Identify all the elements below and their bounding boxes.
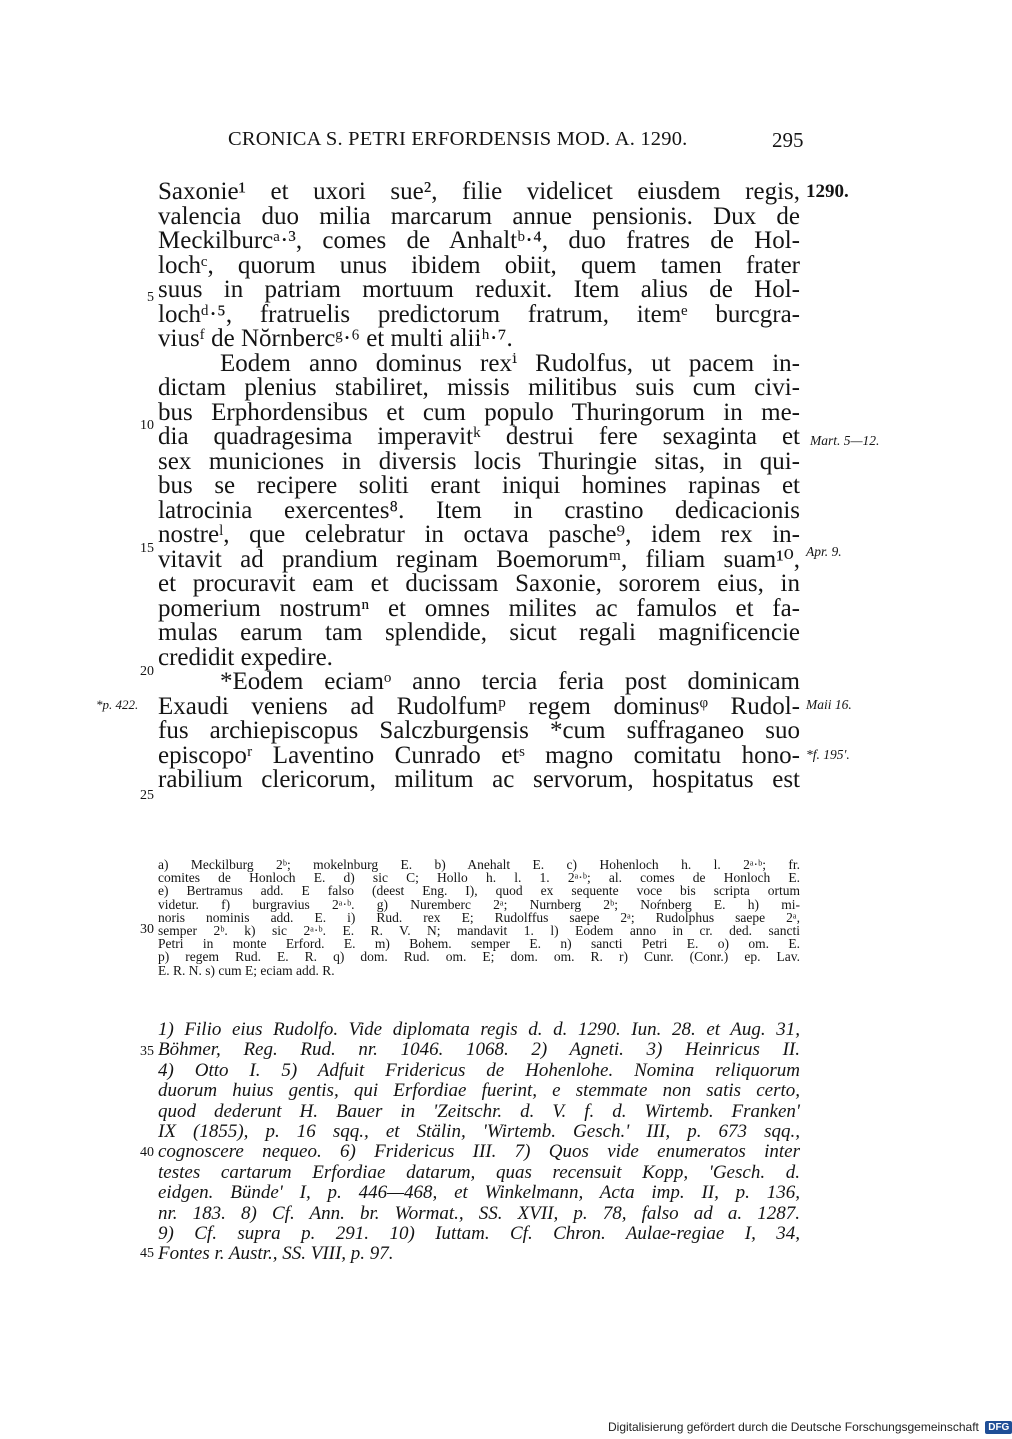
note-line: 9) Cf. supra p. 291. 10) Iuttam. Cf. Chron. Aulae-regiae I, 34, <box>158 1222 800 1244</box>
apparatus-line: p) regem Rud. E. R. q) dom. Rud. om. E; dom. om. R. r) Cunr. (Conr.) ep. Lav. <box>158 949 800 965</box>
apparatus-line: comites de Honloch E. d) sic C; Hollo h. l. 1. 2ᵃ·ᵇ; al. comes de Honloch E. <box>158 870 800 886</box>
line-number: 10 <box>140 418 154 433</box>
apparatus-line: a) Meckilburg 2ᵇ; mokelnburg E. b) Anehalt E. c) Hohenloch h. l. 2ᵃ·ᵇ; fr. <box>158 857 800 872</box>
text-line: vitavit ad prandium reginam Boemorumᵐ, filiam suam¹⁰, <box>158 545 800 573</box>
line-number: 45 <box>140 1246 154 1261</box>
apparatus-line: e) Bertramus add. E falso (deest Eng. I), quod ex sequente voce bis scripta ortum <box>158 883 800 899</box>
note-line: testes cartarum Erfordiae datarum, quas recensuit Kopp, 'Gesch. d. <box>158 1161 800 1183</box>
text-line: viusᶠ de Nŏrnbercᵍ·⁶ et multi aliiʰ·⁷. <box>158 325 513 352</box>
line-number: 15 <box>140 541 154 556</box>
text-line: sex municiones in diversis locis Thuringie sitas, in qui- <box>158 447 800 475</box>
apparatus-line: E. R. N. s) cum E; eciam add. R. <box>158 962 335 978</box>
text-line: lochᶜ, quorum unus ibidem obiit, quem tamen frater <box>158 251 800 279</box>
text-line: fus archiepiscopus Salczburgensis *cum suffraganeo suo <box>158 717 800 744</box>
main-text <box>158 180 800 793</box>
historical-notes <box>158 1020 800 1265</box>
text-line: et procuravit eam et ducissam Saxonie, sororem eius, in <box>158 570 800 597</box>
line-number: 5 <box>147 290 154 305</box>
margin-year: 1290. <box>806 181 849 202</box>
margin-folio: *f. 195'. <box>806 747 850 762</box>
text-line: Exaudi veniens ad Rudolfumᵖ regem dominusᵠ Rudol- <box>158 692 800 720</box>
apparatus-line: videtur. f) burgravius 2ᵃ·ᵇ. g) Nuremberc 2ᵃ; Nurnberg 2ᵇ; Noŕnberg E. h) mi- <box>158 896 800 912</box>
note-line: 4) Otto I. 5) Adfuit Fridericus de Hohenlohe. Nomina reliquorum <box>158 1059 800 1081</box>
text-line: mulas earum tam splendide, sicut regali magnificencie <box>158 619 800 646</box>
text-line: rabilium clericorum, militum ac servorum, hospitatus est <box>158 766 800 793</box>
note-line: Böhmer, Reg. Rud. nr. 1046. 1068. 2) Agneti. 3) Heinricus II. <box>158 1039 800 1061</box>
running-title: CRONICA S. PETRI ERFORDENSIS MOD. A. 1290. <box>228 128 688 150</box>
page-number: 295 <box>772 128 804 152</box>
note-line: Fontes r. Austr., SS. VIII, p. 97. <box>158 1243 394 1265</box>
text-line: episcopoʳ Laventino Cunrado etˢ magno comitatu hono- <box>158 741 800 769</box>
margin-date-apr: Apr. 9. <box>806 544 842 559</box>
text-line: dictam plenius stabiliret, missis militibus suis cum civi- <box>158 374 800 401</box>
note-line: IX (1855), p. 16 sqq., et Stälin, 'Wirtemb. Gesch.' III, p. 673 sqq., <box>158 1120 800 1142</box>
text-line: suus in patriam mortuum reduxit. Item alius de Hol- <box>158 276 800 303</box>
text-line: *Eodem eciamᵒ anno tercia feria post dominicam <box>220 668 800 695</box>
line-number: 30 <box>140 922 154 937</box>
text-line: nostreˡ, que celebratur in octava pasche⁹, idem rex in- <box>158 521 800 548</box>
note-line: nr. 183. 8) Cf. Ann. br. Wormat., SS. XVII, p. 78, falso ad a. 1287. <box>158 1202 800 1224</box>
apparatus-line: Petri in monte Erford. E. m) Bohem. semper E. n) sancti Petri E. o) om. E. <box>158 936 800 952</box>
text-line: pomerium nostrumⁿ et omnes milites ac famulos et fa- <box>158 594 800 622</box>
note-line: eidgen. Bünde' I, p. 446—468, et Winkelmann, Acta imp. II, p. 136, <box>158 1182 800 1204</box>
note-line: cognoscere nequeo. 6) Fridericus III. 7) Quos vide enumeratos inter <box>158 1141 800 1163</box>
note-line: quod dederunt H. Bauer in 'Zeitschr. d. V. f. d. Wirtemb. Franken' <box>158 1100 800 1122</box>
line-number: 25 <box>140 788 154 803</box>
critical-apparatus <box>158 858 800 977</box>
text-line: lochᵈ·⁵, fratruelis predictorum fratrum, itemᵉ burcgra- <box>158 300 800 328</box>
text-line: dia quadragesima imperavitᵏ destrui fere sexaginta et <box>158 423 800 450</box>
digitization-credit <box>608 1420 1012 1434</box>
line-number: 40 <box>140 1145 154 1160</box>
margin-page-ref: *p. 422. <box>96 697 139 712</box>
text-line: bus se recipere soliti erant iniqui homines rapinas et <box>158 472 800 499</box>
text-line: valencia duo milia marcarum annue pensionis. Dux de <box>158 202 800 230</box>
note-line: 1) Filio eius Rudolfo. Vide diplomata regis d. d. 1290. Iun. 28. et Aug. 31, <box>158 1019 800 1040</box>
margin-date-maii: Maii 16. <box>806 697 852 712</box>
note-line: duorum huius gentis, qui Erfordiae fuerint, e stemmate non satis certo, <box>158 1080 800 1102</box>
line-number: 35 <box>140 1044 154 1059</box>
text-line: Eodem anno dominus rexⁱ Rudolfus, ut pacem in- <box>220 349 800 377</box>
text-line: latrocinia exercentes⁸. Item in crastino dedicacionis <box>158 496 800 524</box>
line-number: 20 <box>140 664 154 679</box>
margin-date-mart: Mart. 5—12. <box>810 433 880 448</box>
text-line: Saxonie¹ et uxori sue², filie videlicet eiusdem regis, <box>158 178 800 205</box>
text-line: credidit expedire. <box>158 643 333 671</box>
credit-text: Digitalisierung gefördert durch die Deutsche Forschungsgemeinschaft <box>608 1420 979 1434</box>
text-line: Meckilburcᵃ·³, comes de Anhaltᵇ·⁴, duo fratres de Hol- <box>158 227 800 254</box>
text-line: bus Erphordensibus et cum populo Thuringorum in me- <box>158 398 800 426</box>
apparatus-line: noris nominis add. E. i) Rud. rex E; Rudolffus saepe 2ᵃ; Rudolphus saepe 2ᵃ, <box>158 909 800 925</box>
apparatus-line: semper 2ᵇ. k) sic 2ᵃ·ᵇ. E. R. V. N; mandavit 1. l) Eodem anno in cr. ded. sancti <box>158 922 800 938</box>
dfg-logo-icon: DFG <box>985 1421 1012 1434</box>
